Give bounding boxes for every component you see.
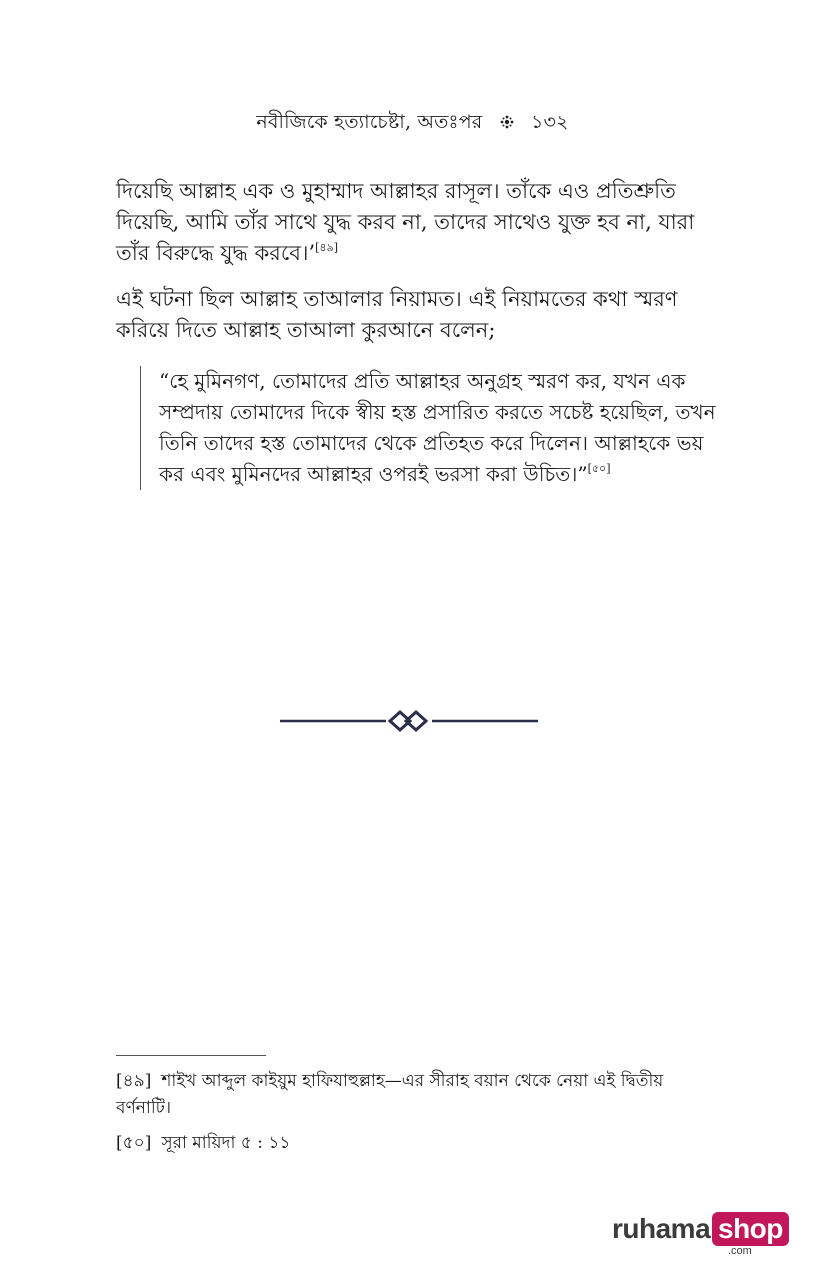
footnote-number: [৪৯] bbox=[116, 1071, 152, 1091]
footnote-text: সূরা মায়িদা ৫ : ১১ bbox=[161, 1133, 291, 1153]
quote-text: “হে মুমিনগণ, তোমাদের প্রতি আল্লাহর অনুগ্রহ স্মরণ কর, যখন এক সম্প্রদায় তোমাদের দিকে স্বীয় হস্ত প্রসারিত করতে সচেষ্ট হয়েছিল, তখন তিনি তাদের হস্ত তোমাদের থেকে প্রতিহত করে দিলেন। আল্লাহকে ভয় কর এবং মুমিনদের আল্লাহর ওপরই ভরসা করা উচিত।” bbox=[159, 369, 716, 486]
paragraph-text: এই ঘটনা ছিল আল্লাহ তাআলার নিয়ামত। এই নিয়ামতের কথা স্মরণ করিয়ে দিতে আল্লাহ তাআলা কুরআনে বলেন; bbox=[116, 287, 678, 342]
quran-quote bbox=[140, 366, 725, 490]
logo-badge: shop bbox=[712, 1212, 789, 1246]
section-divider bbox=[280, 706, 538, 736]
footnote-ref-49[interactable]: [৪৯] bbox=[315, 241, 338, 254]
logo-word: ruhama bbox=[612, 1213, 711, 1244]
flower-ornament-icon bbox=[499, 112, 515, 133]
footnote-49 bbox=[116, 1068, 708, 1122]
footnote-number: [৫০] bbox=[116, 1133, 152, 1153]
body-paragraph-1 bbox=[116, 176, 708, 269]
ruhamashop-logo bbox=[612, 1210, 782, 1262]
footnote-ref-50[interactable]: [৫০] bbox=[587, 462, 611, 475]
body-paragraph-2 bbox=[116, 284, 708, 346]
page-number: ১৩২ bbox=[530, 111, 569, 133]
interlocked-diamonds-ornament-icon bbox=[280, 706, 538, 736]
footnote-50 bbox=[116, 1130, 708, 1157]
footnote-text: শাইখ আব্দুল কাইয়ুম হাফিযাহুল্লাহ—এর সীরাহ বয়ান থেকে নেয়া এই দ্বিতীয় বর্ণনাটি। bbox=[116, 1071, 664, 1118]
footnote-rule bbox=[116, 1055, 266, 1056]
running-header bbox=[0, 108, 825, 140]
running-title: নবীজিকে হত্যাচেষ্টা, অতঃপর bbox=[256, 111, 483, 133]
logo-domain: .com bbox=[728, 1245, 752, 1257]
paragraph-text: দিয়েছি আল্লাহ এক ও মুহাম্মাদ আল্লাহর রাসূল। তাঁকে এও প্রতিশ্রুতি দিয়েছি, আমি তাঁর সাথে যুদ্ধ করব না, তাদের সাথেও যুক্ত হব না, যারা তাঁর বিরুদ্ধে যুদ্ধ করবে।’ bbox=[116, 179, 695, 265]
